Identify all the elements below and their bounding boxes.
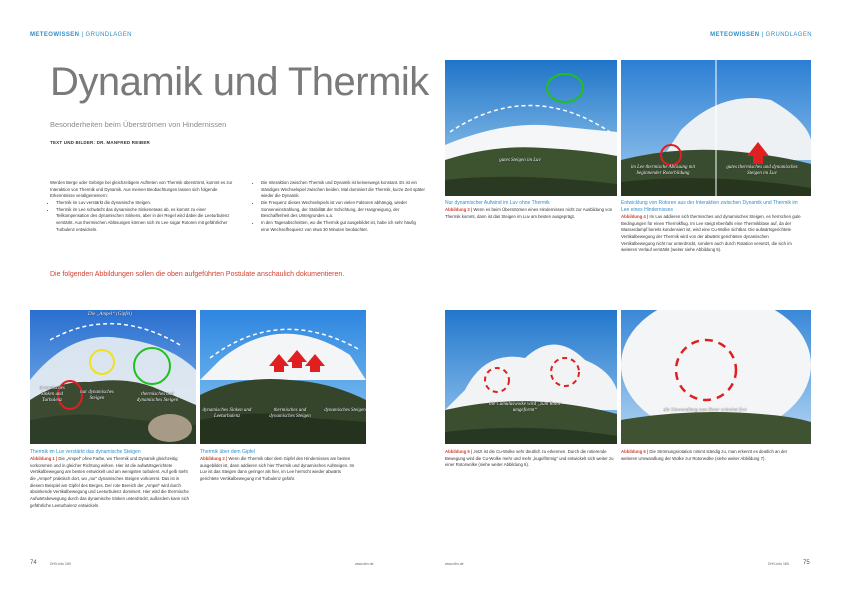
figure-1-label-2: nur dynamisches Steigen (80, 390, 114, 401)
figure-2-photo (200, 310, 366, 444)
figure-3-photo (445, 60, 617, 196)
figure-4-caption (621, 200, 801, 254)
figure-3-caption (445, 200, 615, 220)
header-left-separator: | (81, 32, 84, 38)
figure-2-caption (200, 449, 360, 483)
figure-2-label: Abbildung 2 | (200, 456, 228, 461)
figure-4-label: Abbildung 4 | (621, 214, 649, 219)
figure-1-text: Die „Ampel“ ohne Farbe, wo Thermik und Dynamik gleichzeitig vorkommen und in gleicher Richtung wirken. Hier ist die aufwärtsgerichtete Vertikalbewegung am besten entwickelt und am wenigsten turbulent. Auf gelb steht die „Ampel“ praktisch dort, wo „nur“ dynamisches Steigen vorkommt. Das ist in diesem Beispiel am Gipfel des Berges. Der rote Bereich der „Ampel“ wird durch absinkende Vertikalbewegung und Leeturbulenz dominiert. Hier wird die thermische Aufwärtsbewegung durch das dynamische Sinken unterdrückt, außerdem kann sich gefährliche Leeturbulenz entwickeln. (30, 456, 190, 508)
highlight-statement: Die folgenden Abbildungen sollen die oben aufgeführten Postulate anschaulich dokumentieren. (50, 271, 345, 278)
figure-2-label-2: thermisches und dynamisches Steigen (269, 408, 311, 419)
figure-5-photo (445, 310, 617, 444)
header-left-section: METEOWISSEN (30, 32, 80, 38)
header-right-sub: GRUNDLAGEN (765, 32, 812, 38)
figure-6-label-1: die Umwandlung zum Rotor schreitet fort (663, 408, 747, 413)
figure-2-text: Wenn die Thermik über dem Gipfel des Hindernisses am besten ausgebildet ist, dann addieren sich hier Thermik und dynamisches Aufsteigen. Im Luv ist das Steigen dann geringer als hier, im Lee herrscht wieder abwärts gerichtete Vertikalbewegung mit Turbulenz gefahr. (200, 456, 355, 481)
footer-url-left: www.dhv.de (355, 562, 374, 566)
figure-1-caption (30, 449, 190, 509)
figure-5-text: Jetzt ist die Cu-Wolke sehr deutlich zu erkennen. Durch die rotierende Bewegung wird die Cu-Wolke mehr und mehr „kugelförmig“ und entwickelt sich weiter zu einer Rotorwolke (siehe weiter Abbildung 6). (445, 449, 614, 468)
figure-1-label-1: dynamisches Sinken und Turbulenz (39, 386, 65, 403)
figure-4-text: Im Luv addieren sich thermisches und dynamisches Steigen, es herrschen gute Bedingungen für einen Thermikflug. Im Lee steigt ebenfalls eine Thermikblase auf, da der Wasserdampf bereits kondensiert ist, wird eine Cu-Wolke sichtbar. Die aufwärtsgerichtete Vertikalbewegung der Thermik wird von der abwärts gerichteten dynamischen Vertikalbewegung nicht nur unterdrückt, sondern auch durch Rotation versetzt, die sich im weiteren Verlauf verstärkt (weiter siehe Abbildung 5). (621, 214, 801, 253)
figure-4-label-2: gutes thermisches und dynamisches Steigen im Luv (726, 165, 798, 176)
header-right-separator: | (761, 32, 764, 38)
body-bullet: • Thermik im Luv verstärkt die dynamische Steigen. (56, 200, 240, 207)
figure-3-label-1: gutes Steigen im Luv (499, 158, 541, 163)
figure-5-label-1: die Cumuluswolke wird „zum Rotor umgeformt“ (489, 402, 561, 413)
header-right (710, 32, 812, 38)
figure-1-label: Abbildung 1 | (30, 456, 58, 461)
figure-5-label: Abbildung 5 | (445, 449, 473, 454)
figure-2-label-3: dynamisches Steigen (324, 408, 366, 413)
article-byline: TEXT UND BILDER: DR. MANFRED REIBER (50, 140, 150, 145)
article-subtitle: Besonderheiten beim Überströmen von Hindernissen (50, 120, 227, 129)
figure-2-label-1: dynamisches Sinken und Leeturbulenz (202, 408, 252, 419)
article-title: Dynamik und Thermik (50, 60, 429, 104)
figure-3-text: Wenn es beim Überströmen eines Hindernisses nicht zur Ausbildung von Thermik kommt, dann ist das Steigen im Luv am besten ausgeprägt. (445, 207, 613, 219)
figure-6-text: Die Strömungsrotation nimmt ständig zu, man erkennt es deutlich an der weiteren Umwandlung der Wolke zur Rotorwolke (siehe weiter Abbildung 7). (621, 449, 788, 461)
body-column-1 (50, 180, 240, 233)
header-left-sub: GRUNDLAGEN (85, 32, 132, 38)
body-intro: Werden Berge oder Gebirge bei gleichzeitigem Auftreten von Thermik überströmt, kommt es zur Interaktion von Thermik und Dynamik. Aus meinen Beobachtungen lassen sich folgende Erkenntnisse verallgemeinern: (50, 180, 233, 199)
figure-2-title: Thermik über dem Gipfel (200, 449, 256, 455)
figure-1-photo (30, 310, 196, 444)
body-column-2 (255, 180, 425, 233)
body-bullet: • Die Frequenz dieses Wechselspiels ist von vielen Faktoren abhängig, wieder Sonneneinstrahlung, der Stabilität der Schichtung, der Hangneigung, der Beschaffenheit des Untergrundes u.a. (261, 200, 425, 220)
header-right-section: METEOWISSEN (710, 32, 760, 38)
body-bullet: • Die Interaktion zwischen Thermik und Dynamik ist keineswegs konstant. Es ist ein ständiges Wechselspiel zwischen beiden. Mal dominiert die Thermik, kurze Zeit später wieder die Dynamik. (261, 180, 425, 200)
figure-5-caption (445, 449, 615, 469)
figure-1-title: Thermik im Luv verstärkt das dynamische Steigen (30, 449, 141, 455)
footer-magazine-left: DHV-info 189 (50, 562, 71, 566)
footer-magazine-right: DHV-info 189 (768, 562, 789, 566)
figure-6-caption (621, 449, 796, 462)
figure-3-title: Nur dynamischer Aufwind im Luv ohne Thermik (445, 200, 550, 206)
body-bullets-2 (255, 180, 425, 233)
body-bullet: • In den Tagesabschnitten, wo die Thermik gut ausgebildet ist, habe ich sehr häufig eine Wechselfrequenz von etwa 30 Minuten beobachtet. (261, 220, 425, 233)
body-bullets-1 (50, 200, 240, 233)
figure-6-photo (621, 310, 811, 444)
figure-1-label-3: thermisches und dynamisches Steigen (136, 392, 179, 403)
body-bullet: • Thermik im Lee schwächt das dynamische Sinkenetwas ab, es kommt zu einer Teilkompensation des dynamischen Sinkens, aber in der Regel wird dabei die Leeturbulenz verstärkt. Aus thermischen Ablösungen können sich im Lee sogar Rotoren mit gefährlicher Turbulenz entwickeln. (56, 207, 240, 234)
figure-3-label: Abbildung 3 | (445, 207, 473, 212)
figure-1-label-top: Die „Ampel“ (Gipfel) (88, 312, 132, 317)
page-number-left: 74 (30, 560, 37, 566)
header-left (30, 32, 132, 38)
figure-4-label-1: im Lee thermische Ablösung mit beginnender Rotorbildung (630, 165, 696, 176)
footer-url-right: www.dhv.de (445, 562, 464, 566)
page-number-right: 75 (803, 560, 810, 566)
figure-6-label: Abbildung 6 | (621, 449, 649, 454)
figure-4-title: Entwicklung von Rotoren aus der Interaktion zwischen Dynamik und Thermik im Lee eines Hindernisses (621, 200, 798, 213)
